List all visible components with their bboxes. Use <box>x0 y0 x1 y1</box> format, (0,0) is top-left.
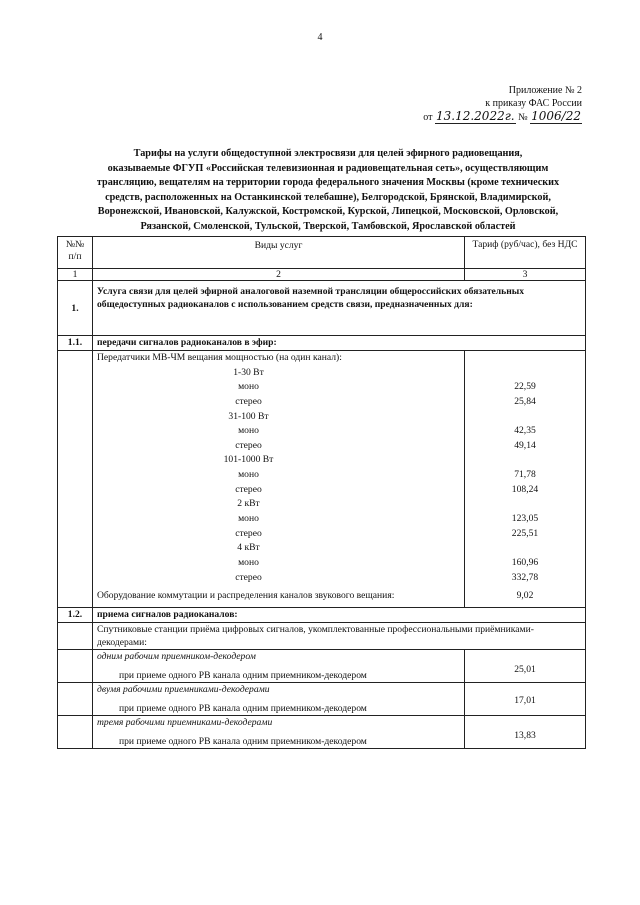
annex-date-number <box>423 110 582 124</box>
title-line: Рязанской, Смоленской, Тульской, Тверской, Тамбовской, Ярославской областей <box>140 220 516 232</box>
receiver-option <box>93 650 465 683</box>
table-index-row <box>58 269 586 281</box>
tariff-value: 42,35 <box>514 425 536 437</box>
receiver-option-label: двумя рабочими приемниками-декодерами <box>97 684 270 696</box>
tariff-value: 25,01 <box>465 650 586 683</box>
empty-number-cell <box>58 683 93 716</box>
mode-label: моно <box>238 556 259 568</box>
transmitters-row <box>58 351 586 608</box>
header-tariff: Тариф (руб/час), без НДС <box>465 237 586 269</box>
receiver-option-detail: при приеме одного РВ канала одним приемником-декодером <box>119 670 367 682</box>
subsection-text: передачи сигналов радиоканалов в эфир: <box>93 336 586 351</box>
table-header-row <box>58 237 586 269</box>
mode-label: стерео <box>235 571 262 583</box>
section-number: 1. <box>58 281 93 336</box>
tariff-value: 13,83 <box>465 716 586 749</box>
power-label: 31-100 Вт <box>228 410 269 422</box>
equipment-label: Оборудование коммутации и распределения каналов звукового вещания: <box>97 590 395 602</box>
tariff-value: 49,14 <box>514 439 536 451</box>
tariff-value: 17,01 <box>465 683 586 716</box>
annex-order-ref: к приказу ФАС России <box>485 98 582 109</box>
title-line: Тарифы на услуги общедоступной электросвязи для целей эфирного радиовещания, <box>133 148 523 159</box>
transmitters-heading: Передатчики МВ-ЧМ вещания мощностью (на один канал): <box>97 352 342 363</box>
tariff-value: 332,78 <box>511 571 539 583</box>
title-line: трансляцию, вещателям на территории города федерального значения Москвы (кроме технических <box>96 177 560 188</box>
tariff-value: 160,96 <box>511 556 539 568</box>
transmitters-prices <box>465 351 586 608</box>
tariff-value: 108,24 <box>511 483 539 495</box>
mode-label: стерео <box>235 395 262 407</box>
handwritten-number: 1006/22 <box>531 109 581 123</box>
receiver-option-row <box>58 683 586 716</box>
mode-label: стерео <box>235 439 262 451</box>
receiver-option-label: одним рабочим приемником-декодером <box>97 651 256 663</box>
subsection-number: 1.1. <box>58 336 93 351</box>
empty-number-cell <box>58 716 93 749</box>
handwritten-date: 13.12.2022г. <box>436 109 515 123</box>
mode-label: стерео <box>235 483 262 495</box>
power-label: 4 кВт <box>237 542 260 554</box>
power-label: 2 кВт <box>237 498 260 510</box>
receiver-option <box>93 683 465 716</box>
header-number: №№ п/п <box>58 237 93 269</box>
subsection-number: 1.2. <box>58 608 93 623</box>
section-row <box>58 281 586 336</box>
tariff-table <box>57 236 586 749</box>
receiver-option-row <box>58 716 586 749</box>
mode-label: моно <box>238 469 259 481</box>
annex-date-prefix: от <box>423 112 433 123</box>
subsection-text: приема сигналов радиоканалов: <box>93 608 586 623</box>
price-spacer <box>469 541 581 556</box>
header-service-types: Виды услуг <box>93 237 465 269</box>
power-label: 1-30 Вт <box>233 366 264 378</box>
index-cell: 2 <box>93 269 465 281</box>
price-spacer <box>469 366 581 381</box>
receiver-option-detail: при приеме одного РВ канала одним приемником-декодером <box>119 703 367 715</box>
tariff-value: 25,84 <box>514 395 536 407</box>
transmitters-description <box>93 351 465 608</box>
satellite-description: Спутниковые станции приёма цифровых сигналов, укомплектованные профессиональными приёмниками-декодерами: <box>93 623 586 650</box>
subsection-row <box>58 608 586 623</box>
price-spacer <box>469 410 581 425</box>
document-title <box>72 147 584 234</box>
tariff-value: 123,05 <box>511 513 539 525</box>
receiver-option <box>93 716 465 749</box>
empty-number-cell <box>58 351 93 608</box>
price-spacer <box>469 497 581 512</box>
section-text: Услуга связи для целей эфирной аналоговой наземной трансляции общероссийских обязательных общедоступных радиоканалов с использованием средств связи, предназначенных для: <box>93 281 586 336</box>
mode-label: моно <box>238 425 259 437</box>
annex-header <box>423 84 582 124</box>
receiver-option-label: тремя рабочими приемниками-декодерами <box>97 717 273 729</box>
tariff-value: 71,78 <box>514 469 536 481</box>
index-cell: 1 <box>58 269 93 281</box>
empty-number-cell <box>58 650 93 683</box>
index-cell: 3 <box>465 269 586 281</box>
tariff-value: 225,51 <box>511 527 539 539</box>
page-number: 4 <box>317 32 323 43</box>
power-label: 101-1000 Вт <box>223 454 274 466</box>
price-spacer <box>469 453 581 468</box>
title-line: оказываемые ФГУП «Российская телевизионная и радиовещательная сеть», осуществляющим <box>107 162 549 174</box>
mode-label: моно <box>238 513 259 525</box>
annex-number-label: № <box>518 112 528 123</box>
receiver-option-detail: при приеме одного РВ канала одним приемником-декодером <box>119 736 367 748</box>
title-line: средств, расположенных на Останкинской телебашне), Белгородской, Брянской, Владимирской, <box>105 191 551 203</box>
mode-label: стерео <box>235 527 262 539</box>
tariff-value: 22,59 <box>514 381 536 393</box>
subsection-row <box>58 336 586 351</box>
price-spacer <box>469 351 581 366</box>
satellite-row <box>58 623 586 650</box>
empty-number-cell <box>58 623 93 650</box>
mode-label: моно <box>238 381 259 393</box>
tariff-value: 9,02 <box>516 590 534 602</box>
annex-title: Приложение № 2 <box>508 85 582 96</box>
receiver-option-row <box>58 650 586 683</box>
title-line: Воронежской, Ивановской, Калужской, Костромской, Курской, Липецкой, Московской, Орловской, <box>97 206 559 217</box>
